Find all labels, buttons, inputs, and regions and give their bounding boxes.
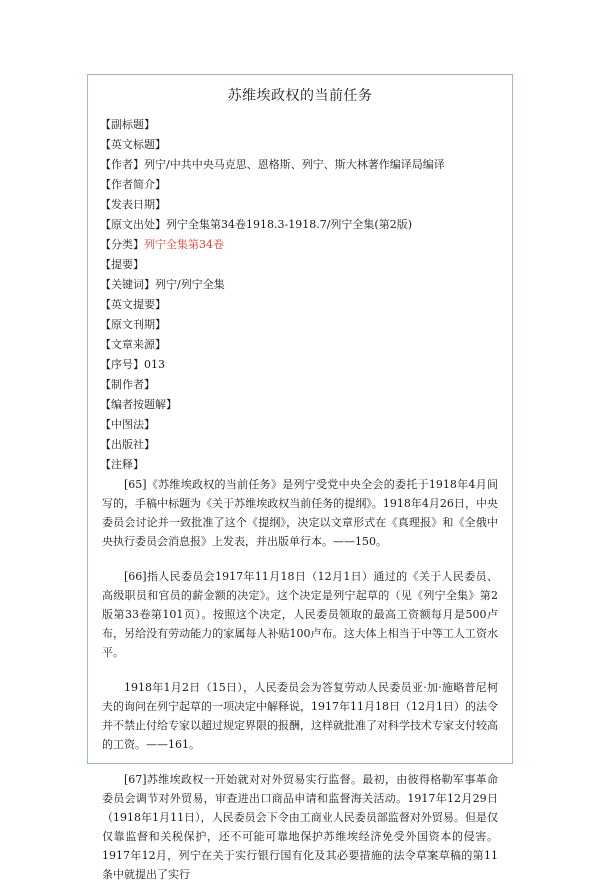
field-label: 【原文出处】 <box>100 218 166 231</box>
note-paragraph: [66]指人民委员会1917年11月18日（12月1日）通过的《关于人民委员、高级职员和官员的薪金额的决定》。这个决定是列宁起草的（见《列宁全集》第2版第33卷第101页）。按照这个决定，人民委员领取的最高工资额每月是500卢布，另给没有劳动能力的家属每人补贴100卢布。这大体上相当于中等工人工资水平。 <box>102 570 498 659</box>
field-label: 【分类】 <box>100 238 144 251</box>
field-value: 列宁/中共中央马克思、恩格斯、列宁、斯大林著作编译局编译 <box>144 158 445 171</box>
field-label: 【英文提要】 <box>100 298 166 311</box>
field-label: 【副标题】 <box>100 118 155 131</box>
document-frame <box>87 74 513 881</box>
metadata-fields <box>88 115 512 475</box>
field-value: 013 <box>144 358 165 371</box>
field-label: 【编者按题解】 <box>100 398 177 411</box>
field-publisher <box>100 435 512 455</box>
field-label: 【关键词】 <box>100 278 155 291</box>
field-publish-date <box>100 195 512 215</box>
field-subtitle <box>100 115 512 135</box>
field-original-issue <box>100 315 512 335</box>
field-label: 【作者】 <box>100 158 144 171</box>
field-notes <box>100 455 512 475</box>
field-source <box>100 215 512 235</box>
field-producer <box>100 375 512 395</box>
field-label: 【文章来源】 <box>100 338 166 351</box>
field-serial-number <box>100 355 512 375</box>
field-label: 【注释】 <box>100 458 144 471</box>
field-category <box>100 235 512 255</box>
field-author-bio <box>100 175 512 195</box>
note-paragraph: [65]《苏维埃政权的当前任务》是列宁受党中央全会的委托于1918年4月间写的，手稿中标题为《关于苏维埃政权当前任务的提纲》。1918年4月26日，中央委员会讨论并一致批准了这个《提纲》，决定以文章形式在《真理报》和《全俄中央执行委员会消息报》上发表，并出版单行本。——150。 <box>102 478 498 548</box>
category-link[interactable]: 列宁全集第34卷 <box>144 238 224 251</box>
field-value: 列宁全集第34卷1918.3-1918.7/列宁全集(第2版) <box>166 218 412 231</box>
field-label: 【序号】 <box>100 358 144 371</box>
note-paragraph: [67]苏维埃政权一开始就对对外贸易实行监督。最初，由彼得格勒军事革命委员会调节对外贸易，审查进出口商品申请和监督海关活动。1917年12月29日（1918年1月11日），人民委员会下令由工商业人民委员部监督对外贸易。但是仅仅靠监督和关税保护，还不可能可靠地保护苏维埃经济免受外国资本的侵害。1917年12月，列宁在关于实行银行国有化及其必要措施的法令草案草稿的第11条中就提出了实行 <box>102 773 498 881</box>
field-author <box>100 155 512 175</box>
note-paragraph: 1918年1月2日（15日），人民委员会为答复劳动人民委员亚·加·施略普尼柯夫的询问在列宁起草的一项决定中解释说，1917年11月18日（12月1日）的法令并不禁止付给专家以超过规定界限的报酬，这样就批准了对科学技术专家支付较高的工资。——161。 <box>102 681 498 751</box>
field-keywords <box>100 275 512 295</box>
field-english-title <box>100 135 512 155</box>
field-label: 【发表日期】 <box>100 198 166 211</box>
field-label: 【中图法】 <box>100 418 155 431</box>
notes-body <box>88 475 512 884</box>
document-title: 苏维埃政权的当前任务 <box>227 88 373 104</box>
field-english-abstract <box>100 295 512 315</box>
field-label: 【出版社】 <box>100 438 155 451</box>
field-clc <box>100 415 512 435</box>
field-editor-note <box>100 395 512 415</box>
field-abstract <box>100 255 512 275</box>
field-label: 【提要】 <box>100 258 144 271</box>
field-article-source <box>100 335 512 355</box>
field-value: 列宁/列宁全集 <box>155 278 225 291</box>
field-label: 【制作者】 <box>100 378 155 391</box>
field-label: 【原文刊期】 <box>100 318 166 331</box>
field-label: 【英文标题】 <box>100 138 166 151</box>
field-label: 【作者简介】 <box>100 178 166 191</box>
